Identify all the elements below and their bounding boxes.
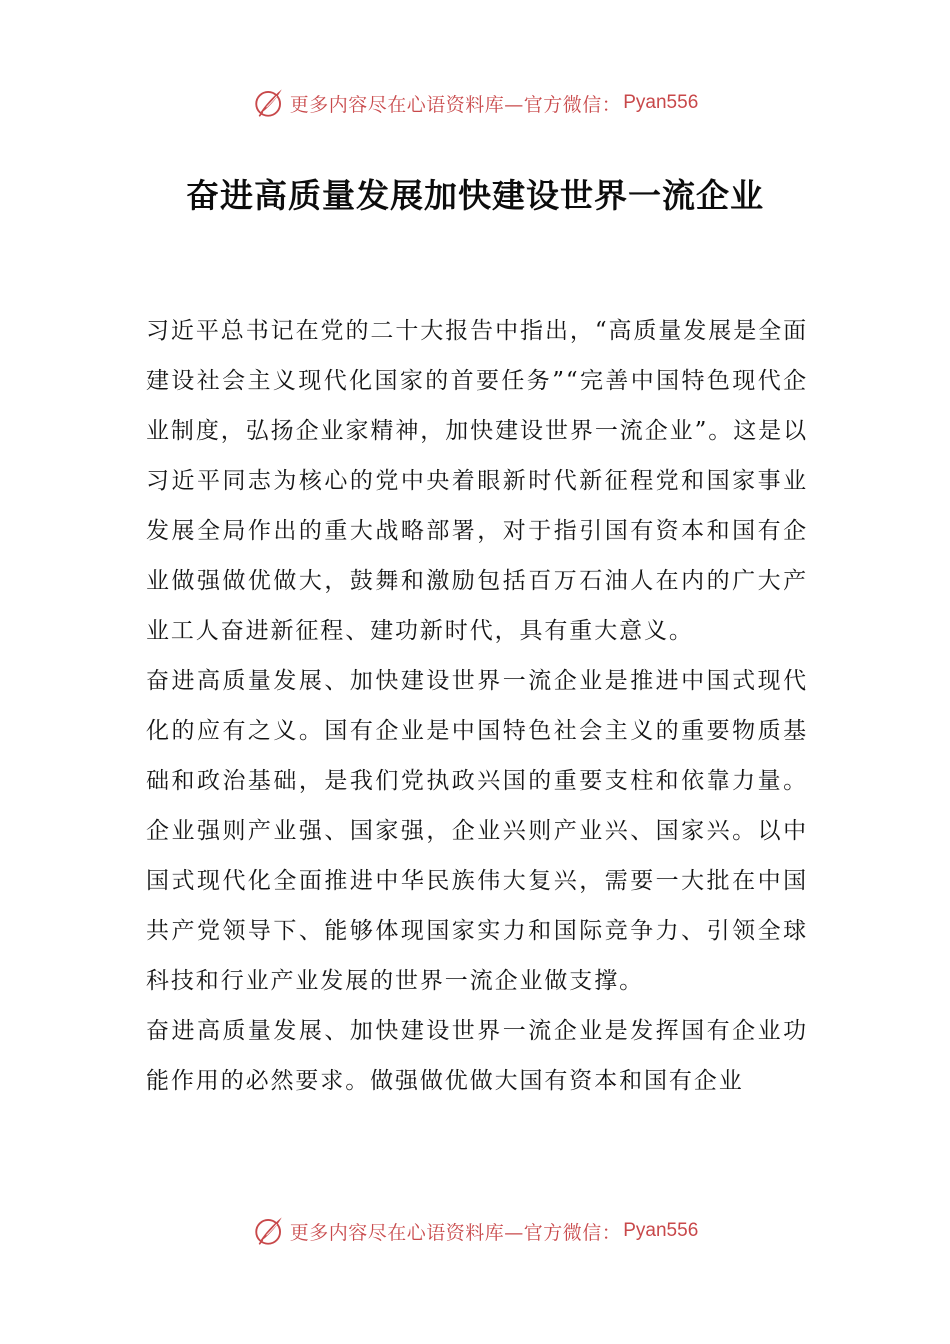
document-title: 奋进高质量发展加快建设世界一流企业 [186,176,764,215]
footer-watermark-banner [0,1211,950,1251]
wechat-handle: Pyan556 [623,92,699,113]
quill-pen-logo-icon [252,1214,286,1248]
paragraph: 习近平总书记在党的二十大报告中指出，“高质量发展是全面建设社会主义现代化国家的首要任务”“完善中国特色现代企业制度，弘扬企业家精神，加快建设世界一流企业”。这是以习近平同志为核心的党中央着眼新时代新征程党和国家事业发展全局作出的重大战略部署，对于指引国有资本和国有企业做强做优做大，鼓舞和激励包括百万石油人在内的广大产业工人奋进新征程、建功新时代，具有重大意义。 [146,318,808,644]
wechat-handle: Pyan556 [623,1220,699,1241]
quill-pen-logo-icon [252,86,286,120]
paragraph: 奋进高质量发展、加快建设世界一流企业是发挥国有企业功能作用的必然要求。做强做优做大国有资本和国有企业 [146,1018,808,1094]
watermark-text: 更多内容尽在心语资料库—官方微信： [289,93,622,116]
paragraph: 奋进高质量发展、加快建设世界一流企业是推进中国式现代化的应有之义。国有企业是中国特色社会主义的重要物质基础和政治基础，是我们党执政兴国的重要支柱和依靠力量。企业强则产业强、国家强，企业兴则产业兴、国家兴。以中国式现代化全面推进中华民族伟大复兴，需要一大批在中国共产党领导下、能够体现国家实力和国际竞争力、引领全球科技和行业产业发展的世界一流企业做支撑。 [146,668,808,994]
watermark-text: 更多内容尽在心语资料库—官方微信： [289,1221,622,1244]
header-watermark-banner [0,83,950,123]
document-body [146,306,808,1106]
